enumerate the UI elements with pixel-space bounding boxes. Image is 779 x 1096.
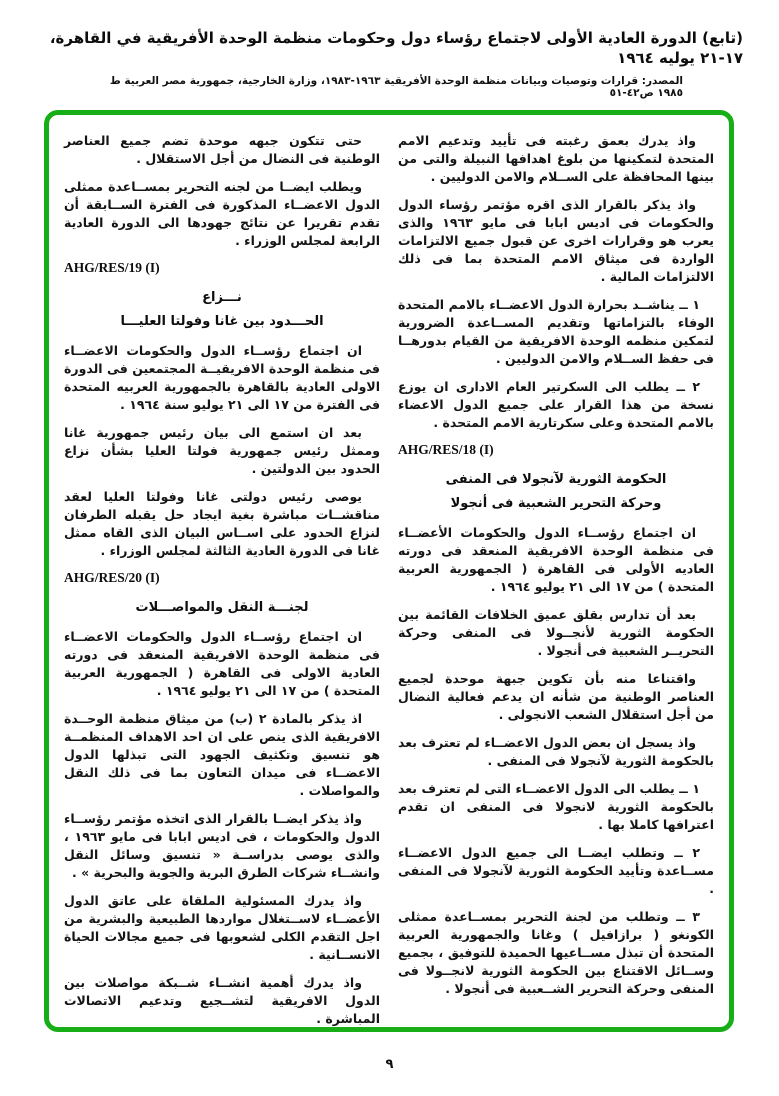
numbered-clause: ٢ ــ وتطلب ايضــا الى جميع الدول الاعضــاء مســاعدة وتأييد الحكومة الثورية لآنجولا فى المنفى . — [398, 845, 714, 896]
resolution-ref-ahg-res-20: AHG/RES/20 (I) — [64, 570, 160, 585]
paragraph: واقتناعا منه بأن تكوين جبهة موحدة لجميع العناصر الوطنية من شأنه ان يدعم فعالية النضال من أجل استقلال الشعب الانجولى . — [398, 671, 714, 722]
paragraph: بعد أن تدارس بقلق عميق الخلافات القائمة بين الحكومة الثورية لأنجــولا فى المنفى وحركة التحريــر الشعبية فى أنجولا . — [398, 607, 714, 658]
paragraph: واذ يسجل ان بعض الدول الاعضــاء لم تعترف بعد بالحكومة الثورية لآنجولا فى المنفى . — [398, 735, 714, 768]
numbered-clause: ٣ ــ وتطلب من لجنة التحرير بمســاعدة ممثلى الكونغو ( برازافيل ) وغانا والجمهورية العربية المتحدة أن تبذل مســاعيها الحميدة للتوفيق ، بجميع وســائل الاقتناع بين الحكومة الثورية لانجــولا فى المنفى وحركة التحرير الشــعبية فى أنجولا . — [398, 909, 714, 996]
document-title: (تابع) الدورة العادية الأولى لاجتماع رؤساء دول وحكومات منظمة الوحدة الأفريقية في القاهرة، ١٧-٢١ يوليه ١٩٦٤ — [49, 29, 743, 68]
document-header — [0, 0, 779, 99]
paragraph: واذ يدرك المسئولية الملقاة على عاتق الدول الأعضــاء لاســتغلال مواردها الطبيعية والبشرية من اجل التقدم الكلى لشعوبها فى جميع مجالات الحياة الانســانية . — [64, 893, 380, 962]
resolution-ref-ahg-res-18: AHG/RES/18 (I) — [398, 442, 494, 457]
paragraph: واذ يدرك أهمية انشــاء شــبكة مواصلات بين الدول الافريقية لتشــجيع وتدعيم الاتصالات المباشرة . — [64, 975, 380, 1026]
paragraph: واذ يذكر ايضــا بالقرار الذى اتخذه مؤتمر رؤســاء الدول والحكومات ، فى اديس ابابا فى مايو ١٩٦٣ ، والذى يوصى بدراســة « تنسيق وسائل النقل وانشــاء شركات الطرق البرية والجوية والبحرية » . — [64, 811, 380, 880]
resolution-title: الحكومة الثورية لآنجولا فى المنفى — [445, 472, 667, 487]
paragraph: واذ يذكر بالقرار الذى اقره مؤتمر رؤساء الدول والحكومات فى اديس ابابا فى مايو ١٩٦٣ والذى يعرب هو وقرارات اخرى عن قبول جميع الالتزامات الواردة فى ميثاق الامم المتحدة بما فى ذلك الالتزامات المالية . — [398, 197, 714, 284]
paragraph: حتى تتكون جبهه موحدة تضم جميع العناصر الوطنية فى النضال من أجل الاستقلال . — [64, 133, 380, 166]
resolution-ref-ahg-res-19: AHG/RES/19 (I) — [64, 260, 160, 275]
paragraph: ويطلب ايضــا من لجنه التحرير بمســاعدة ممثلى الدول الاعضــاء المذكورة فى الفترة الســابقة أن تقدم تقريرا عن نتائج جهودها الى الدورة العادية الرابعة لمجلس الوزراء . — [64, 179, 380, 248]
paragraph: ان اجتماع رؤســاء الدول والحكومات الاعضــاء فى منظمة الوحدة الافريقية المنعقد فى دورته العادية الاولى فى القاهرة ( الجمهورية العربية المتحدة ) من ١٧ الى ٢١ يوليو ١٩٦٤ . — [64, 629, 380, 698]
paragraph: ان اجتماع رؤســاء الدول والحكومات الاعضــاء فى منظمة الوحدة الافريقيــة المجتمعين فى الدورة الاولى العادية بالقاهرة بالجمهورية العربيه المتحدة فى الفترة من ١٧ الى ٢١ يوليو سنة ١٩٦٤ . — [64, 343, 380, 412]
paragraph: اذ يذكر بالمادة ٢ (ب) من ميثاق منظمة الوحــدة الافريقية الذى ينص على ان احد الاهداف المنظمــة هو تنسيق وتكثيف الجهود التى تبذلها الدول الاعضــاء فى ميدان التعاون بما فى ذلك النقل والمواصلات . — [64, 711, 380, 798]
numbered-clause: ١ ــ يطلب الى الدول الاعضــاء التى لم تعترف بعد بالحكومة الثورية لانجولا فى المنفى ان تقدم اعترافها كاملا بها . — [398, 781, 714, 832]
paragraph: ان اجتماع رؤســاء الدول والحكومات الأعضــاء فى منظمة الوحدة الافريقية المنعقد فى دورته العاديه الأولى فى القاهرة ( الجمهورية العربية المتحدة ) من ١٧ الى ٢١ يوليو ١٩٦٤ . — [398, 525, 714, 594]
page-number: ٩ — [385, 1057, 394, 1072]
green-highlight-box — [44, 110, 734, 1032]
document-source-line: المصدر: قرارات وتوصيات وبيانات منظمة الوحدة الأفريقية ١٩٦٣-١٩٨٣، وزارة الخارجية، جمهورية مصر العربية ط ١٩٨٥ ص٤٢-٥١ — [109, 74, 683, 99]
numbered-clause: ٢ ــ يطلب الى السكرتير العام الادارى ان يوزع نسخة من هذا القرار على جميع الدول الاعضاء بالامم المتحدة وعلى سكرتارية الامم المتحدة . — [398, 379, 714, 430]
resolution-title: نـــزاع — [202, 290, 242, 305]
paragraph: يوصى رئيس دولتى غانا وفولتا العليا لعقد مناقشــات مباشرة بغية ايجاد حل يقبله الطرفان لنزاع الحدود على اســاس البيان الذى القاه ممثل غانا فى الدورة العادية الثالثة لمجلس الوزراء . — [64, 489, 380, 558]
paragraph: بعد ان استمع الى بيان رئيس جمهورية غانا وممثل رئيس جمهورية فولتا العليا بشأن نزاع الحدود بين الدولتين . — [64, 425, 380, 476]
paragraph: واذ يدرك بعمق رغبته فى تأييد وتدعيم الامم المتحدة لتمكينها من بلوغ اهدافها النبيلة والتى من بينها المحافظة على الســلام والامن الدوليين . — [398, 133, 714, 184]
column-left — [64, 132, 380, 1026]
resolution-title: لجنـــة النقل والمواصـــلات — [135, 600, 309, 615]
column-right — [398, 132, 714, 1017]
numbered-clause: ١ ــ يناشــد بحرارة الدول الاعضــاء بالامم المتحدة الوفاء بالتزاماتها وتقديم المســاعدة الضرورية لتمكين منظمه الوحدة الافريقية من القيام بدورهــا فى حفظ الســلام والامن الدوليين . — [398, 297, 714, 366]
resolution-subtitle: الحـــدود بين غانا وفولتا العليـــا — [120, 314, 324, 329]
resolution-subtitle: وحركة التحرير الشعبية فى أنجولا — [450, 496, 662, 511]
